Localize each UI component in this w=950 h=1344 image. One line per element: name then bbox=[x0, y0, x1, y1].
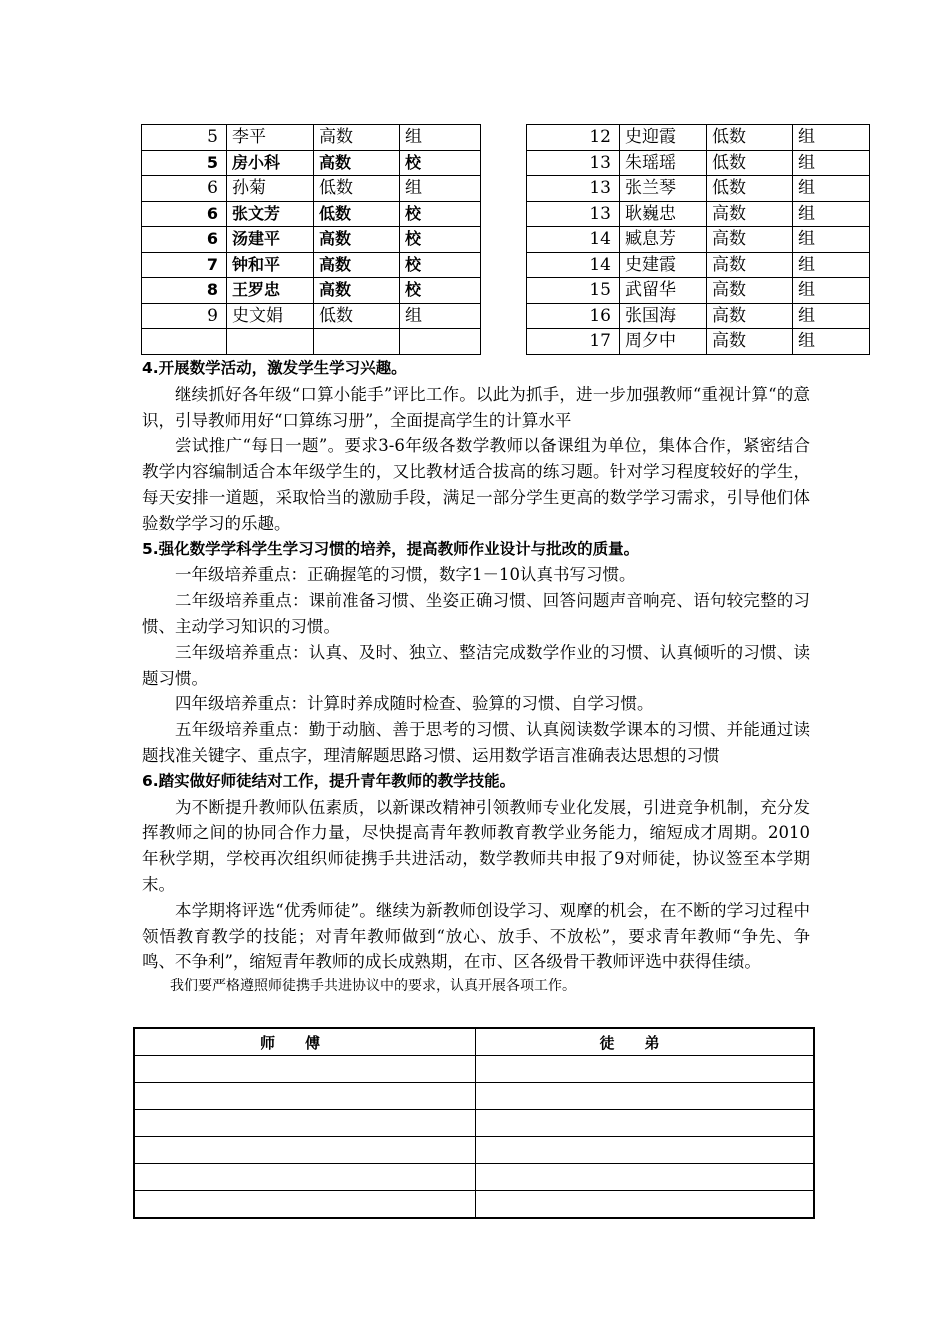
table-row bbox=[142, 150, 481, 176]
cell-num: 12 bbox=[527, 125, 620, 151]
table-row bbox=[142, 278, 481, 304]
cell-subject: 高数 bbox=[707, 201, 793, 227]
cell-level: 组 bbox=[793, 278, 870, 304]
cell-subject: 高数 bbox=[707, 227, 793, 253]
apprentice-cell bbox=[476, 1083, 815, 1110]
cell-num: 5 bbox=[142, 150, 227, 176]
table-row bbox=[527, 252, 870, 278]
apprentice-cell bbox=[476, 1056, 815, 1083]
cell-num: 13 bbox=[527, 176, 620, 202]
cell-level: 组 bbox=[793, 150, 870, 176]
cell-num: 7 bbox=[142, 252, 227, 278]
table-row bbox=[142, 201, 481, 227]
cell-level: 组 bbox=[400, 176, 481, 202]
cell-num: 6 bbox=[142, 201, 227, 227]
grade-5-focus: 五年级培养重点：勤于动脑、善于思考的习惯、认真阅读数学课本的习惯、并能通过读题找准关键字、重点字，理清解题思路习惯、运用数学语言准确表达思想的习惯 bbox=[142, 720, 810, 765]
cell-subject: 高数 bbox=[314, 252, 400, 278]
cell-name: 史文娟 bbox=[227, 303, 314, 329]
mentor-apprentice-table bbox=[133, 1027, 815, 1219]
table-row bbox=[142, 329, 481, 355]
cell-subject: 低数 bbox=[314, 303, 400, 329]
cell-name: 朱瑶瑶 bbox=[620, 150, 707, 176]
cell-name: 史迎霞 bbox=[620, 125, 707, 151]
apprentice-cell bbox=[476, 1191, 815, 1219]
section-6-paragraph-2: 本学期将评选“优秀师徒”。继续为新教师创设学习、观摩的机会，在不断的学习过程中领悟教育教学的技能；对青年教师做到“放心、放手、不放松”，要求青年教师“争先、争鸣、不争利”，缩短青年教师的成长成熟期，在市、区各级骨干教师评选中获得佳绩。 bbox=[142, 900, 810, 972]
cell-num: 14 bbox=[527, 227, 620, 253]
cell-num: 5 bbox=[142, 125, 227, 151]
cell-name: 张兰琴 bbox=[620, 176, 707, 202]
grade-2-focus: 二年级培养重点：课前准备习惯、坐姿正确习惯、回答问题声音响亮、语句较完整的习惯、主动学习知识的习惯。 bbox=[142, 591, 810, 636]
cell-name: 张国海 bbox=[620, 303, 707, 329]
cell-name: 臧息芳 bbox=[620, 227, 707, 253]
cell-subject: 高数 bbox=[707, 252, 793, 278]
right-teacher-table bbox=[526, 124, 870, 355]
table-row bbox=[527, 303, 870, 329]
apprentice-cell bbox=[476, 1164, 815, 1191]
section-4-heading: 4.开展数学活动，激发学生学习兴趣。 bbox=[142, 359, 407, 377]
master-cell bbox=[134, 1056, 476, 1083]
apprentice-column-header: 徒弟 bbox=[476, 1028, 815, 1056]
table-row bbox=[527, 125, 870, 151]
table-row bbox=[134, 1056, 814, 1083]
cell-num: 15 bbox=[527, 278, 620, 304]
cell-level: 校 bbox=[400, 278, 481, 304]
cell-level: 组 bbox=[793, 125, 870, 151]
cell-name: 孙菊 bbox=[227, 176, 314, 202]
cell-subject: 高数 bbox=[707, 303, 793, 329]
table-row bbox=[142, 227, 481, 253]
cell-num: 8 bbox=[142, 278, 227, 304]
section-6-paragraph-3: 我们要严格遵照师徒携手共进协议中的要求，认真开展各项工作。 bbox=[170, 978, 576, 995]
apprentice-cell bbox=[476, 1137, 815, 1164]
table-row bbox=[527, 329, 870, 355]
table-row bbox=[134, 1164, 814, 1191]
cell-subject: 低数 bbox=[707, 176, 793, 202]
cell-name: 周夕中 bbox=[620, 329, 707, 355]
section-5-heading: 5.强化数学学科学生学习习惯的培养，提高教师作业设计与批改的质量。 bbox=[142, 539, 640, 558]
table-row bbox=[134, 1137, 814, 1164]
cell-name bbox=[227, 329, 314, 355]
cell-num bbox=[142, 329, 227, 355]
cell-name: 王罗忠 bbox=[227, 278, 314, 304]
master-cell bbox=[134, 1110, 476, 1137]
section-4-paragraph-1: 继续抓好各年级“口算小能手”评比工作。以此为抓手，进一步加强教师“重视计算“的意识，引导教师用好“口算练习册”，全面提高学生的计算水平 bbox=[142, 384, 810, 430]
left-teacher-table bbox=[141, 124, 481, 355]
table-row bbox=[527, 227, 870, 253]
document-body bbox=[142, 356, 810, 997]
grade-1-focus: 一年级培养重点：正确握笔的习惯，数字1－10认真书写习惯。 bbox=[175, 565, 636, 585]
master-cell bbox=[134, 1191, 476, 1219]
table-row bbox=[134, 1191, 814, 1219]
cell-level: 组 bbox=[793, 252, 870, 278]
cell-name: 李平 bbox=[227, 125, 314, 151]
cell-subject: 高数 bbox=[707, 278, 793, 304]
cell-subject: 高数 bbox=[707, 329, 793, 355]
table-row bbox=[142, 176, 481, 202]
cell-subject: 低数 bbox=[314, 201, 400, 227]
cell-num: 17 bbox=[527, 329, 620, 355]
cell-level: 校 bbox=[400, 252, 481, 278]
cell-name: 汤建平 bbox=[227, 227, 314, 253]
table-row bbox=[527, 201, 870, 227]
cell-level: 组 bbox=[400, 125, 481, 151]
table-row bbox=[527, 278, 870, 304]
table-row bbox=[142, 252, 481, 278]
cell-level: 组 bbox=[793, 176, 870, 202]
grade-3-focus: 三年级培养重点：认真、及时、独立、整洁完成数学作业的习惯、认真倾听的习惯、读题习惯。 bbox=[142, 642, 810, 688]
cell-num: 14 bbox=[527, 252, 620, 278]
cell-name: 武留华 bbox=[620, 278, 707, 304]
cell-subject: 低数 bbox=[314, 176, 400, 202]
cell-level: 校 bbox=[400, 227, 481, 253]
cell-level: 组 bbox=[400, 303, 481, 329]
table-row bbox=[527, 176, 870, 202]
table-row bbox=[134, 1110, 814, 1137]
table-row bbox=[142, 303, 481, 329]
cell-level: 组 bbox=[793, 329, 870, 355]
cell-subject: 低数 bbox=[707, 150, 793, 176]
cell-num: 13 bbox=[527, 150, 620, 176]
master-cell bbox=[134, 1137, 476, 1164]
cell-level: 组 bbox=[793, 227, 870, 253]
cell-level: 组 bbox=[793, 303, 870, 329]
cell-name: 房小科 bbox=[227, 150, 314, 176]
cell-num: 9 bbox=[142, 303, 227, 329]
cell-subject: 高数 bbox=[314, 125, 400, 151]
cell-name: 耿巍忠 bbox=[620, 201, 707, 227]
cell-num: 13 bbox=[527, 201, 620, 227]
table-row bbox=[142, 125, 481, 151]
section-4-paragraph-2: 尝试推广“每日一题”。要求3-6年级各数学教师以备课组为单位，集体合作，紧密结合教学内容编制适合本年级学生的，又比教材适合拔高的练习题。针对学习程度较好的学生，每天安排一道题，采取恰当的激励手段，满足一部分学生更高的数学学习需求，引导他们体验数学学习的乐趣。 bbox=[142, 436, 810, 533]
cell-level: 校 bbox=[400, 201, 481, 227]
cell-name: 张文芳 bbox=[227, 201, 314, 227]
cell-num: 6 bbox=[142, 227, 227, 253]
cell-subject bbox=[314, 329, 400, 355]
cell-subject: 低数 bbox=[707, 125, 793, 151]
table-row bbox=[527, 150, 870, 176]
cell-level: 组 bbox=[793, 201, 870, 227]
cell-subject: 高数 bbox=[314, 227, 400, 253]
section-6-paragraph-1: 为不断提升教师队伍素质，以新课改精神引领教师专业化发展，引进竞争机制，充分发挥教师之间的协同合作力量，尽快提高青年教师教育教学业务能力，缩短成才周期。2010年秋学期，学校再次组织师徒携手共进活动，数学教师共申报了9对师徒，协议签至本学期末。 bbox=[142, 797, 810, 894]
master-cell bbox=[134, 1083, 476, 1110]
apprentice-cell bbox=[476, 1110, 815, 1137]
cell-name: 钟和平 bbox=[227, 252, 314, 278]
cell-subject: 高数 bbox=[314, 278, 400, 304]
cell-level: 校 bbox=[400, 150, 481, 176]
cell-level bbox=[400, 329, 481, 355]
master-cell bbox=[134, 1164, 476, 1191]
grade-4-focus: 四年级培养重点：计算时养成随时检查、验算的习惯、自学习惯。 bbox=[175, 694, 654, 714]
table-row bbox=[134, 1083, 814, 1110]
section-6-heading: 6.踏实做好师徒结对工作，提升青年教师的教学技能。 bbox=[142, 771, 516, 790]
cell-num: 16 bbox=[527, 303, 620, 329]
cell-num: 6 bbox=[142, 176, 227, 202]
cell-subject: 高数 bbox=[314, 150, 400, 176]
master-column-header: 师傅 bbox=[134, 1028, 476, 1056]
cell-name: 史建霞 bbox=[620, 252, 707, 278]
